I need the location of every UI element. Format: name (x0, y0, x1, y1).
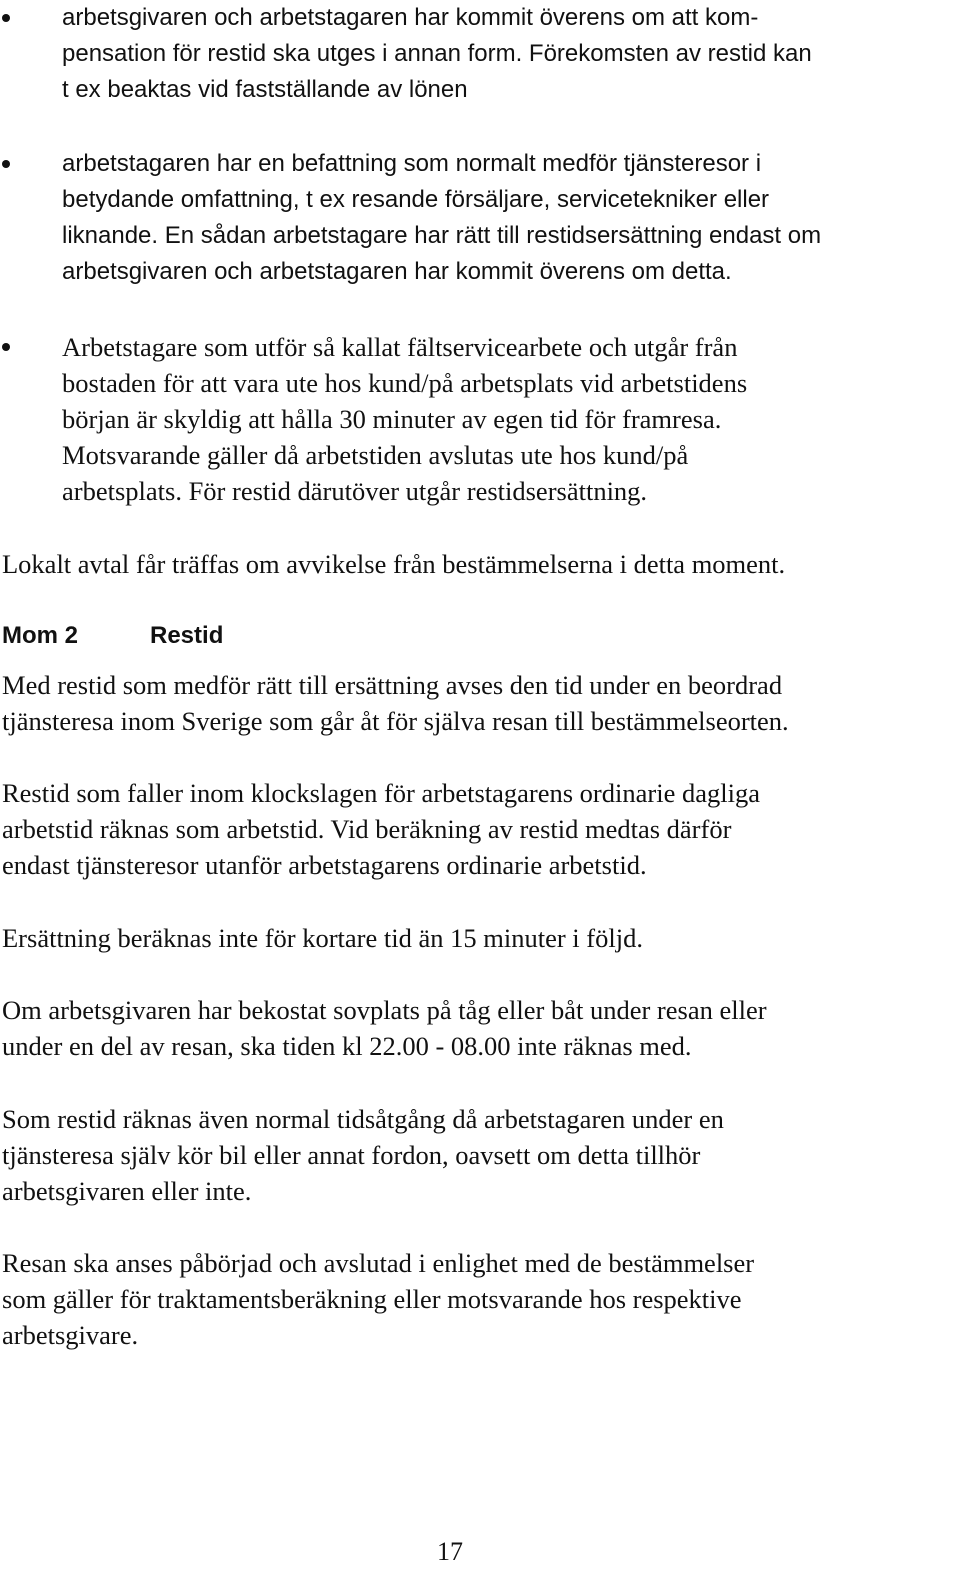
text-line: Motsvarande gäller då arbetstiden avslutas ute hos kund/på (62, 440, 689, 470)
text-line: som gäller för traktamentsberäkning eller motsvarande hos respektive (2, 1284, 742, 1314)
bullet-text (62, 0, 952, 108)
bullet-text (62, 329, 952, 509)
text-line: liknande. En sådan arbetstagare har rätt till restidsersättning endast om (62, 222, 822, 249)
paragraph (2, 1245, 957, 1353)
text-line: arbetsgivaren och arbetstagaren har kommit överens om detta. (62, 258, 732, 285)
text-line: t ex beaktas vid fastställande av lönen (62, 76, 468, 103)
section-title: Restid (150, 622, 224, 649)
bullet-dot-icon (2, 14, 10, 22)
local-agreement-text (2, 546, 957, 582)
text-line: arbetstagaren har en befattning som normalt medför tjänsteresor i (62, 150, 762, 177)
section-number: Mom 2 (2, 622, 79, 649)
text-line: under en del av resan, ska tiden kl 22.00 - 08.00 inte räknas med. (2, 1031, 692, 1061)
text-line: arbetsgivaren och arbetstagaren har kommit överens om att kom- (62, 4, 759, 31)
text-line: Lokalt avtal får träffas om avvikelse från bestämmelserna i detta moment. (2, 549, 786, 579)
paragraph (2, 1101, 957, 1209)
text-line: betydande omfattning, t ex resande försäljare, servicetekniker eller (62, 186, 770, 213)
paragraph (2, 667, 957, 739)
text-line: Med restid som medför rätt till ersättning avses den tid under en beordrad (2, 670, 783, 700)
text-line: Som restid räknas även normal tidsåtgång då arbetstagaren under en (2, 1104, 724, 1134)
text-line: pensation för restid ska utges i annan form. Förekomsten av restid kan (62, 40, 812, 67)
text-line: Resan ska anses påbörjad och avslutad i enlighet med de bestämmelser (2, 1248, 755, 1278)
text-line: arbetstid räknas som arbetstid. Vid beräkning av restid medtas därför (2, 814, 732, 844)
text-line: arbetsgivaren eller inte. (2, 1176, 252, 1206)
bullet-dot-icon (2, 160, 10, 168)
text-line: arbetsgivare. (2, 1320, 139, 1350)
text-line: bostaden för att vara ute hos kund/på arbetsplats vid arbetstidens (62, 368, 748, 398)
text-line: början är skyldig att hålla 30 minuter av egen tid för framresa. (62, 404, 722, 434)
text-line: tjänsteresa inom Sverige som går åt för själva resan till bestämmelseorten. (2, 706, 789, 736)
text-line: Arbetstagare som utför så kallat fältservicearbete och utgår från (62, 332, 738, 362)
page-number: 17 (437, 1537, 463, 1566)
bullet-dot-icon (2, 343, 10, 351)
text-line: arbetsplats. För restid därutöver utgår restidsersättning. (62, 476, 648, 506)
paragraph (2, 775, 957, 883)
paragraph (2, 920, 957, 956)
text-line: Om arbetsgivaren har bekostat sovplats på tåg eller båt under resan eller (2, 995, 767, 1025)
text-line: endast tjänsteresor utanför arbetstagarens ordinarie arbetstid. (2, 850, 647, 880)
bullet-text (62, 146, 952, 290)
paragraph (2, 992, 957, 1064)
text-line: Ersättning beräknas inte för kortare tid än 15 minuter i följd. (2, 923, 643, 953)
text-line: Restid som faller inom klockslagen för arbetstagarens ordinarie dagliga (2, 778, 760, 808)
text-line: tjänsteresa själv kör bil eller annat fordon, oavsett om detta tillhör (2, 1140, 701, 1170)
